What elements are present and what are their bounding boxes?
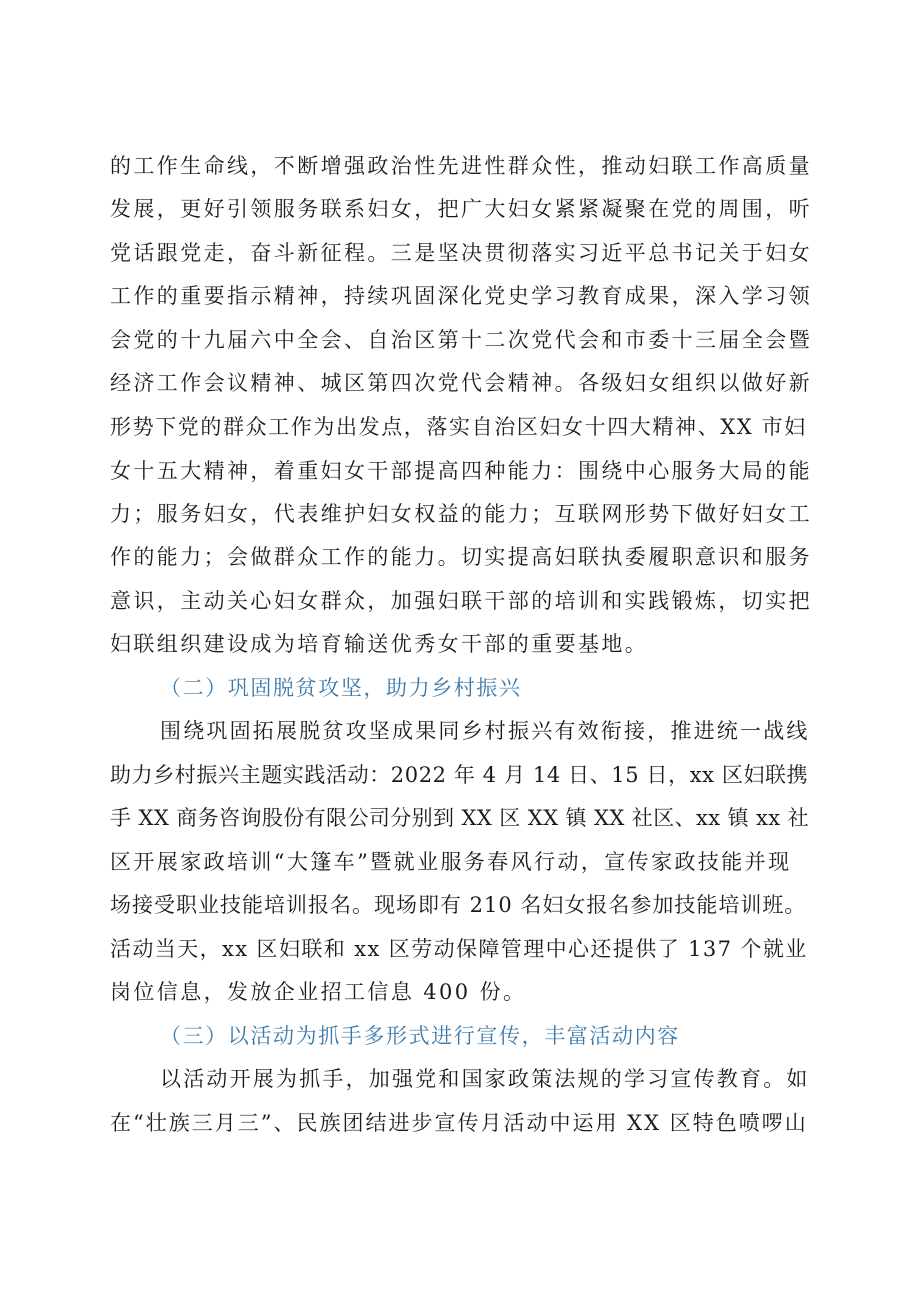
paragraph-1-line-2: 发展，更好引领服务联系妇女，把广大妇女紧紧凝聚在党的周围，听 <box>110 197 812 221</box>
paragraph-3-line-2: 在“壮族三月三”、民族团结进步宣传月活动中运用 XX 区特色喷啰山 <box>110 1111 808 1135</box>
section-heading-3: （三）以活动为抓手多形式进行宣传，丰富活动内容 <box>160 1024 680 1048</box>
paragraph-1-line-9: 力；服务妇女，代表维护妇女权益的能力；互联网形势下做好妇女工 <box>110 502 812 526</box>
paragraph-1-line-11: 意识，主动关心妇女群众，加强妇联干部的培训和实践锻炼，切实把 <box>110 589 812 613</box>
paragraph-1-line-12: 妇联组织建设成为培育输送优秀女干部的重要基地。 <box>110 632 649 656</box>
section-heading-2: （二）巩固脱贫攻坚，助力乡村振兴 <box>160 676 522 700</box>
paragraph-1-line-5: 会党的十九届六中全会、自治区第十二次党代会和市委十三届全会暨 <box>110 328 812 352</box>
paragraph-2-line-7: 岗位信息，发放企业招工信息 400 份。 <box>110 980 527 1004</box>
paragraph-1-line-1: 的工作生命线，不断增强政治性先进性群众性，推动妇联工作高质量 <box>110 154 812 178</box>
paragraph-2-line-6: 活动当天，xx 区妇联和 xx 区劳动保障管理中心还提供了 137 个就业 <box>110 937 808 961</box>
paragraph-2-line-5: 场接受职业技能培训报名。现场即有 210 名妇女报名参加技能培训班。 <box>110 893 807 917</box>
paragraph-1-line-10: 作的能力；会做群众工作的能力。切实提高妇联执委履职意识和服务 <box>110 545 812 569</box>
paragraph-2-line-3: 手 XX 商务咨询股份有限公司分别到 XX 区 XX 镇 XX 社区、xx 镇 xx 社 <box>110 806 810 830</box>
paragraph-2-line-4: 区开展家政培训“大篷车”暨就业服务春风行动，宣传家政技能并现 <box>110 850 792 874</box>
paragraph-1-line-6: 经济工作会议精神、城区第四次党代会精神。各级妇女组织以做好新 <box>110 371 812 395</box>
paragraph-2-line-2: 助力乡村振兴主题实践活动：2022 年 4 月 14 日、15 日，xx 区妇联携 <box>110 763 809 787</box>
paragraph-2-line-1: 围绕巩固拓展脱贫攻坚成果同乡村振兴有效衔接，推进统一战线 <box>160 719 810 743</box>
paragraph-1-line-8: 女十五大精神，着重妇女干部提高四种能力：围绕中心服务大局的能 <box>110 459 812 483</box>
paragraph-1-line-3: 党话跟党走，奋斗新征程。三是坚决贯彻落实习近平总书记关于妇女 <box>110 241 812 265</box>
paragraph-1-line-4: 工作的重要指示精神，持续巩固深化党史学习教育成果，深入学习领 <box>110 284 812 308</box>
paragraph-3-line-1: 以活动开展为抓手，加强党和国家政策法规的学习宣传教育。如 <box>160 1067 810 1091</box>
paragraph-1-line-7: 形势下党的群众工作为出发点，落实自治区妇女十四大精神、XX 市妇 <box>110 415 807 439</box>
